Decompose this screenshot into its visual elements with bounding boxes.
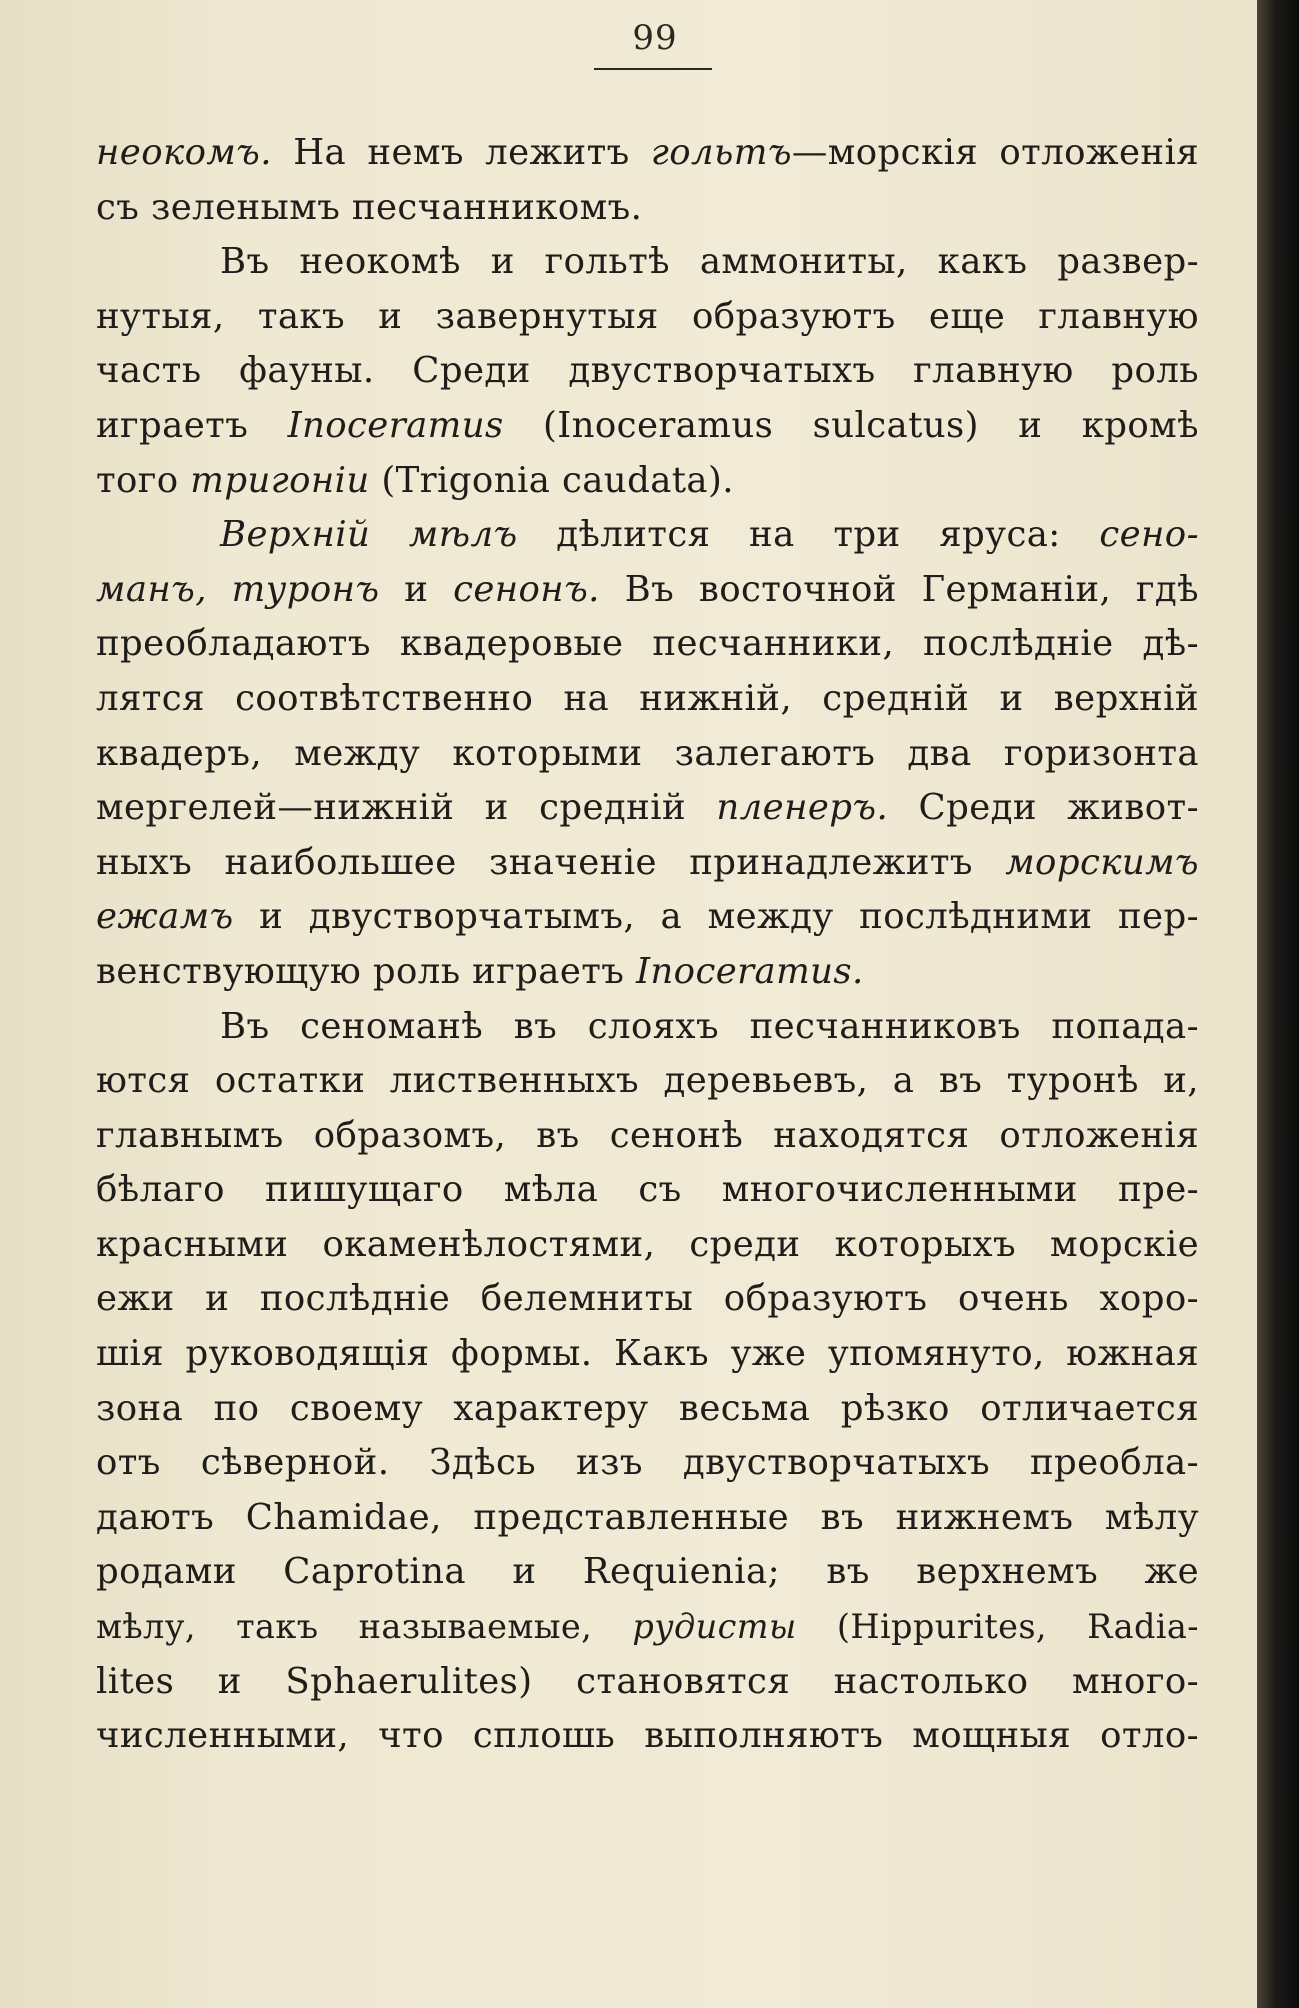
text-line [96, 1382, 1199, 1437]
text-segment: квадеръ, между которыми залегаютъ два горизонта [96, 732, 1199, 774]
italic-text: ежамъ [96, 896, 234, 938]
italic-text: Inoceramus. [635, 950, 864, 992]
text-segment: венствующую роль играетъ [96, 950, 636, 992]
text-segment: (Hippurites, Radia- [796, 1607, 1199, 1647]
text-line [96, 1327, 1199, 1382]
text-line [96, 617, 1199, 672]
text-line [96, 672, 1199, 727]
text-line [96, 1163, 1199, 1218]
text-segment: бѣлаго пишущаго мѣла съ многочисленными пре- [96, 1169, 1199, 1211]
text-line [96, 235, 1199, 290]
text-line [96, 836, 1199, 891]
text-segment: родами Caprotina и Requienia; въ верхнемъ же [96, 1551, 1199, 1593]
text-segment: (Inoceramus sulcatus) и кромѣ [503, 404, 1199, 446]
text-line [96, 290, 1199, 345]
text-segment: ныхъ наибольшее значеніе принадлежитъ [96, 841, 1006, 883]
italic-text: гольтъ [650, 132, 792, 173]
page-number: 99 [632, 18, 678, 58]
text-line [96, 126, 1199, 181]
text-segment: На немъ лежитъ [271, 132, 651, 173]
italic-text: сено- [1099, 514, 1199, 556]
text-segment: Въ сеноманѣ въ слояхъ песчанниковъ попада- [220, 1005, 1199, 1047]
text-line [96, 1491, 1199, 1546]
italic-text: тригоніи [190, 459, 370, 501]
italic-text: сенонъ. [453, 568, 600, 610]
text-segment: шія руководящія формы. Какъ уже упомянуто, южная [96, 1333, 1199, 1375]
text-line [96, 945, 1199, 1000]
text-segment: того [96, 459, 191, 501]
text-line [96, 890, 1199, 945]
italic-text: рудисты [632, 1607, 797, 1647]
text-line [96, 1545, 1199, 1600]
text-segment: красными окаменѣлостями, среди которыхъ морскіе [96, 1223, 1199, 1265]
text-line [96, 1600, 1199, 1655]
text-segment: —морскія отложенія [791, 132, 1199, 173]
text-line [96, 781, 1199, 836]
body-text [96, 126, 1199, 1764]
text-segment: Въ неокомѣ и гольтѣ аммониты, какъ развер- [220, 241, 1199, 283]
text-line [96, 1000, 1199, 1055]
text-segment: зона по своему характеру весьма рѣзко отличается [96, 1387, 1199, 1429]
italic-text: Верхній мѣлъ [220, 514, 518, 556]
italic-text: морскимъ [1005, 841, 1199, 883]
text-segment: съ зеленымъ песчанникомъ. [96, 186, 643, 228]
text-line [96, 399, 1199, 454]
text-line [96, 1109, 1199, 1164]
text-segment: и двустворчатымъ, а между послѣдними пер- [233, 896, 1199, 938]
text-segment: ются остатки лиственныхъ деревьевъ, а въ туронѣ и, [96, 1060, 1199, 1102]
text-line [96, 181, 1199, 236]
page-edge-shadow [1257, 0, 1299, 2008]
text-segment: Въ восточной Германіи, гдѣ [599, 568, 1199, 610]
text-segment: мергелей—нижній и средній [96, 787, 717, 829]
text-line [96, 727, 1199, 782]
text-line [96, 344, 1199, 399]
text-segment: lites и Sphaerulites) становятся настолько много- [96, 1660, 1199, 1702]
page-number-rule [594, 68, 712, 70]
text-segment: преобладаютъ квадеровые песчанники, послѣдніе дѣ- [96, 623, 1199, 665]
text-segment: часть фауны. Среди двустворчатыхъ главную роль [96, 350, 1199, 392]
text-line [96, 1272, 1199, 1327]
text-segment: главнымъ образомъ, въ сенонѣ находятся отложенія [96, 1114, 1199, 1156]
text-line [96, 454, 1199, 509]
italic-text: Inoceramus [287, 404, 504, 446]
text-line [96, 1054, 1199, 1109]
text-line [96, 1436, 1199, 1491]
text-segment: ежи и послѣдніе белемниты образуютъ очень хоро- [96, 1278, 1199, 1320]
text-line [96, 1709, 1199, 1764]
text-line [96, 1218, 1199, 1273]
text-line [96, 1655, 1199, 1710]
text-segment: (Trigonia caudata). [369, 459, 734, 501]
text-segment: нутыя, такъ и завернутыя образуютъ еще главную [96, 295, 1199, 337]
text-segment: и [379, 568, 454, 610]
text-segment: играетъ [96, 404, 288, 446]
text-segment: Среди живот- [888, 787, 1199, 829]
italic-text: неокомъ. [96, 132, 272, 173]
text-segment: мѣлу, такъ называемые, [96, 1607, 633, 1647]
text-line [96, 508, 1199, 563]
text-segment: отъ сѣверной. Здѣсь изъ двустворчатыхъ преобла- [96, 1442, 1199, 1484]
text-segment: даютъ Chamidae, представленные въ нижнемъ мѣлу [96, 1496, 1199, 1538]
text-line [96, 563, 1199, 618]
italic-text: манъ, туронъ [96, 568, 380, 610]
text-segment: дѣлится на три яруса: [517, 514, 1100, 556]
italic-text: пленеръ. [716, 787, 889, 829]
text-segment: лятся соотвѣтственно на нижній, средній и верхній [96, 677, 1199, 719]
text-segment: численными, что сплошь выполняютъ мощныя отло- [96, 1715, 1199, 1757]
